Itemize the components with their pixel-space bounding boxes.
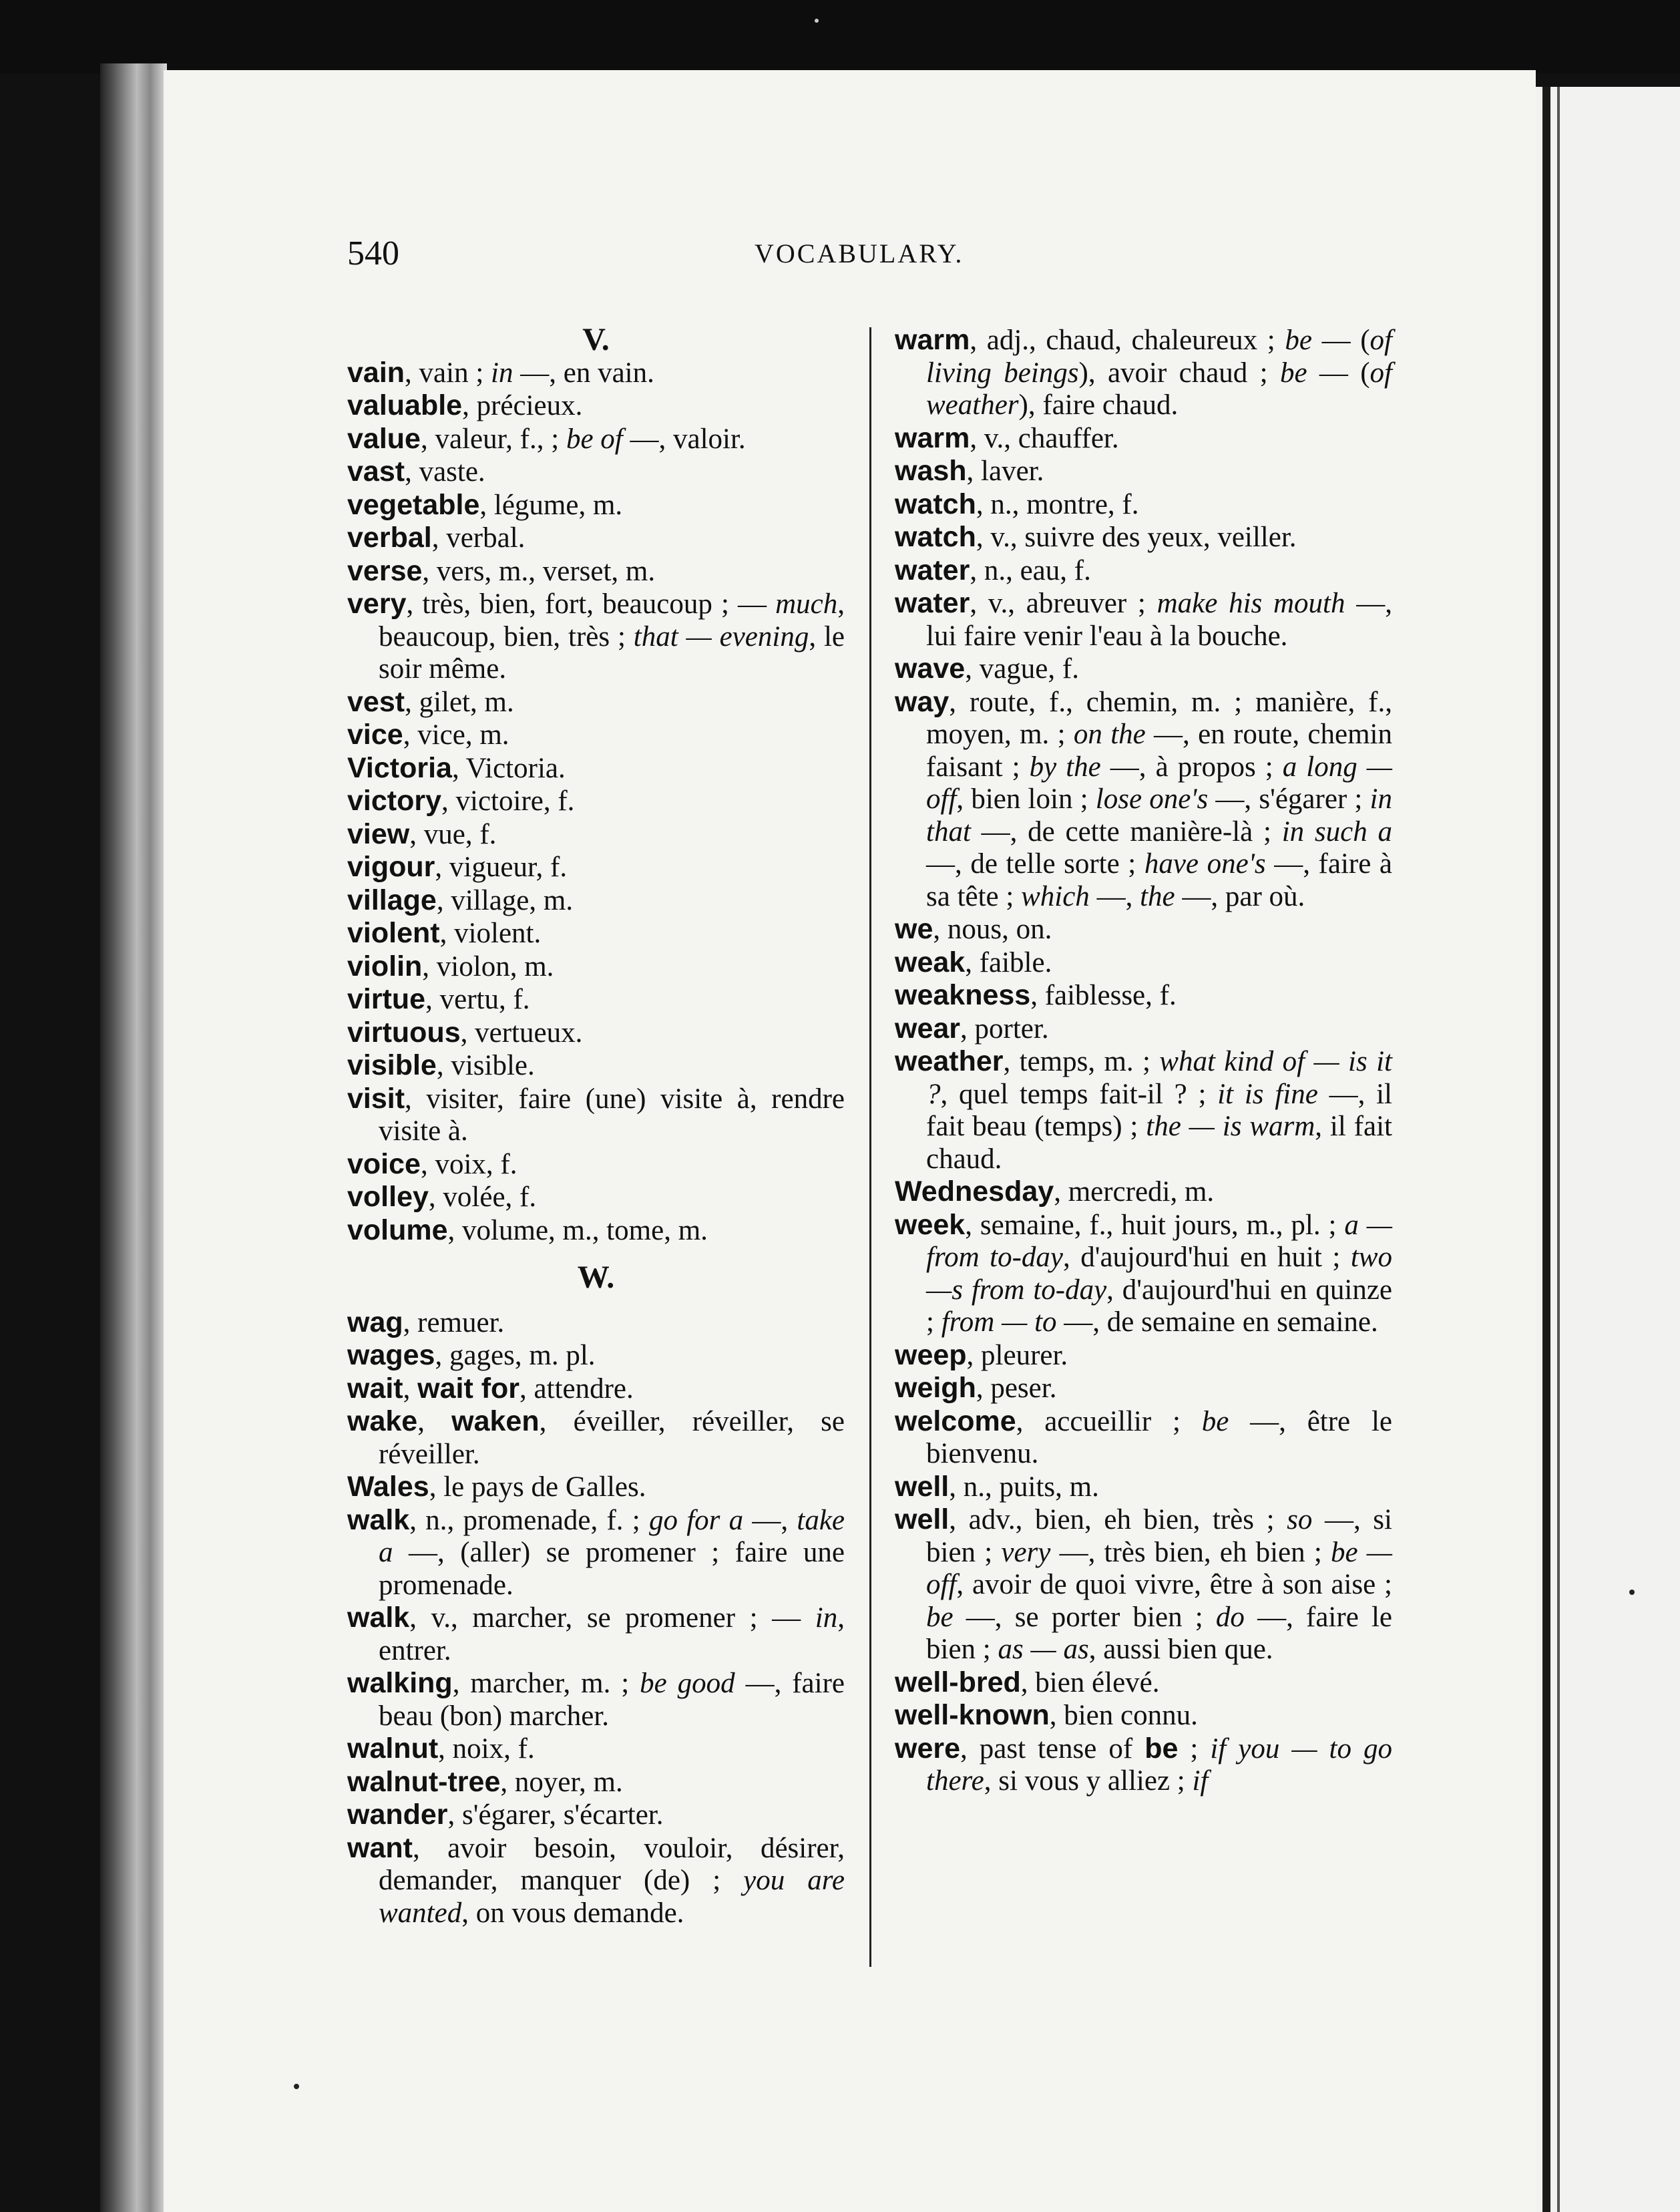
vocabulary-entry: weak, faible. — [895, 946, 1052, 978]
vocabulary-entry: want, avoir besoin, vouloir, désirer, demander, manquer (de) ; you are wanted, on vous demande. — [347, 1831, 845, 1929]
vocabulary-entry: virtuous, vertueux. — [347, 1016, 583, 1049]
vocabulary-entry: value, valeur, f., ; be of —, valoir. — [347, 422, 746, 455]
vocabulary-entry: warm, v., chauffer. — [895, 421, 1119, 454]
vocabulary-entry: valuable, précieux. — [347, 389, 583, 421]
vocabulary-entry: wag, remuer. — [347, 1306, 505, 1338]
vocabulary-entry: visit, visiter, faire (une) visite à, rendre visite à. — [347, 1082, 845, 1147]
vocabulary-entry: violin, violon, m. — [347, 950, 554, 982]
vocabulary-entry: well-bred, bien élevé. — [895, 1666, 1160, 1698]
vocabulary-entry: victory, victoire, f. — [347, 785, 575, 817]
vocabulary-entry: verse, vers, m., verset, m. — [347, 554, 656, 587]
vocabulary-entry: walking, marcher, m. ; be good —, faire beau (bon) marcher. — [347, 1667, 845, 1732]
vocabulary-entry: voice, voix, f. — [347, 1147, 517, 1180]
vocabulary-entry: view, vue, f. — [347, 817, 497, 850]
vocabulary-entry: weather, temps, m. ; what kind of — is it ?, quel temps fait-il ? ; it is fine —, il fait beau (temps) ; the — is warm, il fait chaud. — [895, 1045, 1392, 1175]
column-divider-rule — [869, 327, 871, 1967]
vocabulary-entry: well, n., puits, m. — [895, 1470, 1099, 1503]
vocabulary-entry: way, route, f., chemin, m. ; manière, f., moyen, m. ; on the —, en route, chemin faisant ; by the —, à propos ; a long — off, bien loin ; lose one's —, s'égarer ; in that —, de cette manière-là ; in such a —, de telle sorte ; have one's —, faire à sa tête ; which —, the —, par où. — [895, 685, 1392, 912]
vocabulary-entry: violent, violent. — [347, 917, 542, 949]
vocabulary-entry: wages, gages, m. pl. — [347, 1339, 596, 1371]
vocabulary-entry: well-known, bien connu. — [895, 1699, 1198, 1731]
vocabulary-entry: walk, n., promenade, f. ; go for a —, take a —, (aller) se promener ; faire une promenade. — [347, 1503, 845, 1601]
vocabulary-entry: water, v., abreuver ; make his mouth —, lui faire venir l'eau à la bouche. — [895, 587, 1392, 652]
section-letter-heading: V. — [582, 322, 610, 357]
vocabulary-entry: watch, v., suivre des yeux, veiller. — [895, 521, 1297, 553]
edge-shadow-line-thin — [1557, 87, 1560, 2212]
vocabulary-entry: vegetable, légume, m. — [347, 488, 623, 521]
running-title: VOCABULARY. — [755, 238, 964, 268]
vocabulary-entry: well, adv., bien, eh bien, très ; so —, si bien ; very —, très bien, eh bien ; be — off, avoir de quoi vivre, être à son aise ; be —, se porter bien ; do —, faire le bien ; as — as, aussi bien que. — [895, 1503, 1393, 1665]
vocabulary-entry: walnut-tree, noyer, m. — [347, 1765, 623, 1798]
vocabulary-entry: wave, vague, f. — [895, 653, 1079, 685]
vocabulary-column-left — [347, 324, 845, 1929]
vocabulary-entry: weigh, peser. — [895, 1372, 1057, 1404]
vocabulary-entry: Victoria, Victoria. — [347, 751, 566, 784]
vocabulary-entry: week, semaine, f., huit jours, m., pl. ; a — from to-day, d'aujourd'hui en huit ; two—s from to-day, d'aujourd'hui en quinze ; from — to —, de semaine en semaine. — [895, 1208, 1393, 1338]
vocabulary-entry: watch, n., montre, f. — [895, 488, 1139, 520]
vocabulary-entry: virtue, vertu, f. — [347, 983, 530, 1015]
vocabulary-entry: were, past tense of be ; if you — to go there, si vous y alliez ; if — [895, 1732, 1392, 1797]
scan-speck — [294, 2084, 299, 2089]
page-right-edge — [1536, 87, 1680, 2212]
scan-dark-border — [0, 0, 1680, 73]
vocabulary-entry: welcome, accueillir ; be —, être le bienvenu. — [895, 1405, 1392, 1469]
vocabulary-entry: wash, laver. — [895, 455, 1044, 487]
scan-speck — [1629, 1590, 1635, 1595]
book-spine-gutter — [100, 63, 167, 2212]
running-head — [347, 234, 1389, 281]
vocabulary-entry: very, très, bien, fort, beaucoup ; — much, beaucoup, bien, très ; that — evening, le soir même. — [347, 588, 845, 685]
vocabulary-entry: vast, vaste. — [347, 455, 485, 488]
vocabulary-entry: vigour, vigueur, f. — [347, 851, 568, 883]
vocabulary-entry: verbal, verbal. — [347, 522, 526, 554]
vocabulary-entry: wear, porter. — [895, 1012, 1049, 1045]
vocabulary-entry: weakness, faiblesse, f. — [895, 979, 1177, 1011]
vocabulary-entry: water, n., eau, f. — [895, 554, 1091, 586]
vocabulary-entry: vest, gilet, m. — [347, 685, 514, 718]
vocabulary-entry: visible, visible. — [347, 1049, 535, 1081]
page-number: 540 — [347, 234, 399, 272]
vocabulary-entry: walnut, noix, f. — [347, 1732, 535, 1765]
vocabulary-entry: warm, adj., chaud, chaleureux ; be — (of living beings), avoir chaud ; be — (of weather), faire chaud. — [895, 324, 1392, 421]
vocabulary-entry: vain, vain ; in —, en vain. — [347, 356, 654, 389]
vocabulary-entry: volley, volée, f. — [347, 1181, 537, 1213]
vocabulary-entry: volume, volume, m., tome, m. — [347, 1214, 708, 1246]
vocabulary-entry: walk, v., marcher, se promener ; — in, entrer. — [347, 1602, 845, 1666]
vocabulary-entry: wait, wait for, attendre. — [347, 1372, 634, 1405]
vocabulary-entry: wander, s'égarer, s'écarter. — [347, 1799, 664, 1831]
vocabulary-entry: weep, pleurer. — [895, 1338, 1068, 1371]
vocabulary-entry: Wednesday, mercredi, m. — [895, 1175, 1215, 1208]
section-letter-heading: W. — [577, 1260, 615, 1295]
vocabulary-entry: Wales, le pays de Galles. — [347, 1471, 646, 1503]
vocabulary-entry: we, nous, on. — [895, 913, 1052, 945]
vocabulary-column-right — [895, 324, 1392, 1798]
vocabulary-entry: village, village, m. — [347, 884, 574, 916]
vocabulary-entry: wake, waken, éveiller, réveiller, se réveiller. — [347, 1405, 845, 1470]
edge-shadow-line — [1542, 87, 1550, 2212]
vocabulary-entry: vice, vice, m. — [347, 719, 509, 751]
scan-speck — [815, 19, 819, 23]
